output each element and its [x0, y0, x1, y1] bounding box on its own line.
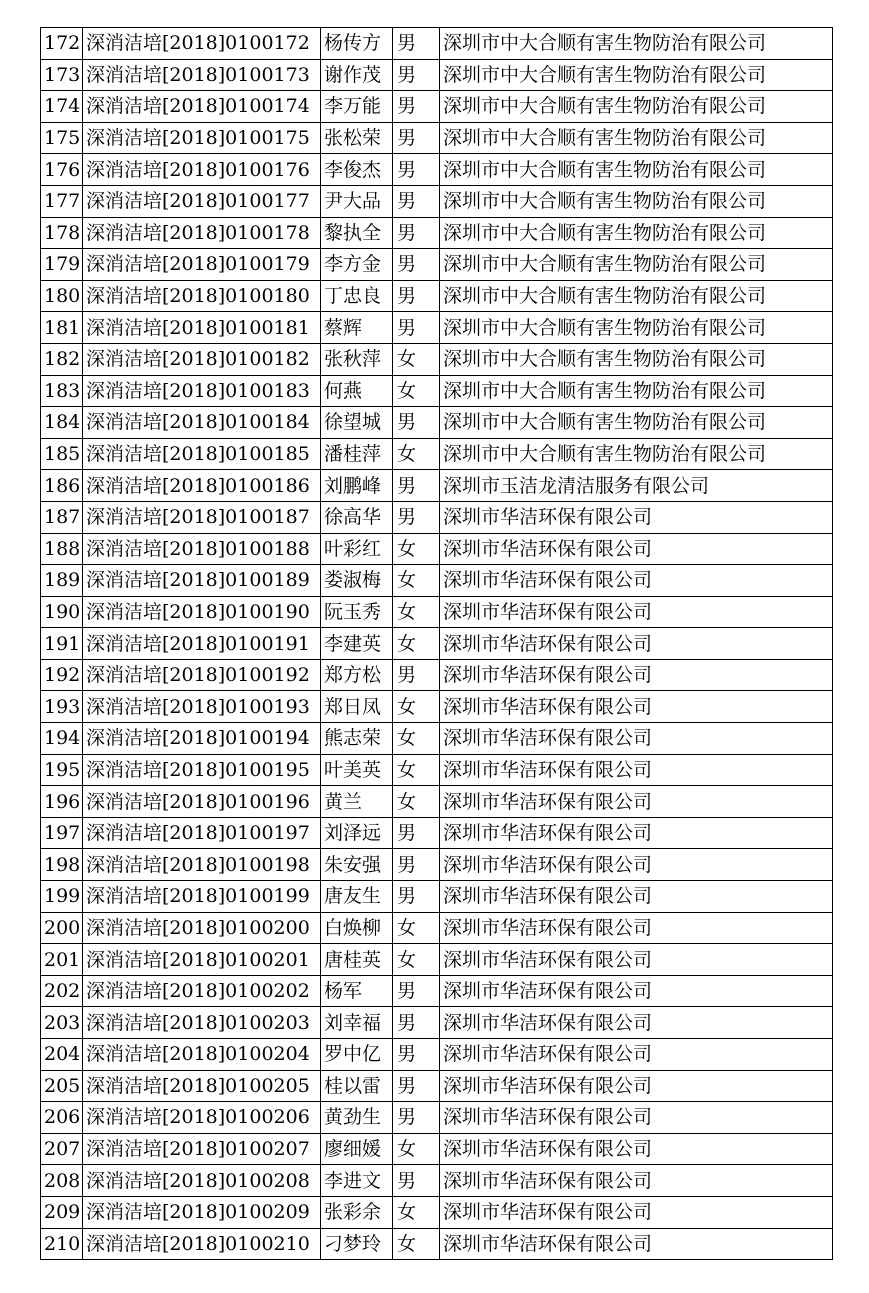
row-number-cell: 181: [41, 312, 83, 344]
company-name-cell: 深圳市玉洁龙清洁服务有限公司: [440, 470, 833, 502]
company-name-cell: 深圳市中大合顺有害生物防治有限公司: [440, 28, 833, 60]
company-name-cell: 深圳市中大合顺有害生物防治有限公司: [440, 185, 833, 217]
gender-cell: 男: [393, 185, 440, 217]
gender-cell: 男: [393, 59, 440, 91]
person-name-cell: 张秋萍: [321, 343, 393, 375]
table-row: [41, 691, 833, 723]
person-name-cell: 李进文: [321, 1165, 393, 1197]
table-row: [41, 754, 833, 786]
person-name-cell: 唐友生: [321, 881, 393, 913]
table-row: [41, 501, 833, 533]
company-name-cell: 深圳市华洁环保有限公司: [440, 1228, 833, 1260]
gender-cell: 女: [393, 375, 440, 407]
row-number-cell: 177: [41, 185, 83, 217]
gender-cell: 男: [393, 280, 440, 312]
certificate-table: [40, 27, 833, 1260]
person-name-cell: 朱安强: [321, 849, 393, 881]
certificate-number-cell: 深消洁培[2018]0100208: [83, 1165, 321, 1197]
company-name-cell: 深圳市中大合顺有害生物防治有限公司: [440, 280, 833, 312]
row-number-cell: 199: [41, 881, 83, 913]
row-number-cell: 194: [41, 723, 83, 755]
company-name-cell: 深圳市华洁环保有限公司: [440, 912, 833, 944]
gender-cell: 女: [393, 533, 440, 565]
table-row: [41, 565, 833, 597]
row-number-cell: 180: [41, 280, 83, 312]
gender-cell: 女: [393, 343, 440, 375]
certificate-number-cell: 深消洁培[2018]0100198: [83, 849, 321, 881]
person-name-cell: 杨传方: [321, 28, 393, 60]
person-name-cell: 李万能: [321, 91, 393, 123]
company-name-cell: 深圳市中大合顺有害生物防治有限公司: [440, 122, 833, 154]
gender-cell: 女: [393, 565, 440, 597]
person-name-cell: 蔡辉: [321, 312, 393, 344]
certificate-number-cell: 深消洁培[2018]0100186: [83, 470, 321, 502]
table-row: [41, 912, 833, 944]
company-name-cell: 深圳市中大合顺有害生物防治有限公司: [440, 407, 833, 439]
person-name-cell: 李俊杰: [321, 154, 393, 186]
table-row: [41, 786, 833, 818]
person-name-cell: 刘鹏峰: [321, 470, 393, 502]
person-name-cell: 谢作茂: [321, 59, 393, 91]
person-name-cell: 黎执全: [321, 217, 393, 249]
gender-cell: 男: [393, 817, 440, 849]
company-name-cell: 深圳市中大合顺有害生物防治有限公司: [440, 312, 833, 344]
row-number-cell: 202: [41, 975, 83, 1007]
company-name-cell: 深圳市华洁环保有限公司: [440, 659, 833, 691]
company-name-cell: 深圳市华洁环保有限公司: [440, 944, 833, 976]
company-name-cell: 深圳市华洁环保有限公司: [440, 881, 833, 913]
row-number-cell: 186: [41, 470, 83, 502]
row-number-cell: 175: [41, 122, 83, 154]
gender-cell: 男: [393, 312, 440, 344]
gender-cell: 女: [393, 786, 440, 818]
certificate-number-cell: 深消洁培[2018]0100182: [83, 343, 321, 375]
table-row: [41, 249, 833, 281]
table-row: [41, 723, 833, 755]
row-number-cell: 201: [41, 944, 83, 976]
row-number-cell: 193: [41, 691, 83, 723]
gender-cell: 男: [393, 501, 440, 533]
person-name-cell: 潘桂萍: [321, 438, 393, 470]
row-number-cell: 208: [41, 1165, 83, 1197]
gender-cell: 女: [393, 628, 440, 660]
certificate-number-cell: 深消洁培[2018]0100190: [83, 596, 321, 628]
table-row: [41, 122, 833, 154]
certificate-number-cell: 深消洁培[2018]0100185: [83, 438, 321, 470]
person-name-cell: 熊志荣: [321, 723, 393, 755]
person-name-cell: 刘幸福: [321, 1007, 393, 1039]
table-row: [41, 407, 833, 439]
certificate-number-cell: 深消洁培[2018]0100187: [83, 501, 321, 533]
row-number-cell: 188: [41, 533, 83, 565]
gender-cell: 男: [393, 1007, 440, 1039]
company-name-cell: 深圳市中大合顺有害生物防治有限公司: [440, 375, 833, 407]
certificate-number-cell: 深消洁培[2018]0100179: [83, 249, 321, 281]
person-name-cell: 白焕柳: [321, 912, 393, 944]
person-name-cell: 何燕: [321, 375, 393, 407]
company-name-cell: 深圳市中大合顺有害生物防治有限公司: [440, 91, 833, 123]
company-name-cell: 深圳市华洁环保有限公司: [440, 849, 833, 881]
table-row: [41, 659, 833, 691]
table-row: [41, 59, 833, 91]
gender-cell: 男: [393, 659, 440, 691]
table-row: [41, 1133, 833, 1165]
row-number-cell: 176: [41, 154, 83, 186]
gender-cell: 女: [393, 596, 440, 628]
table-row: [41, 944, 833, 976]
person-name-cell: 张松荣: [321, 122, 393, 154]
row-number-cell: 187: [41, 501, 83, 533]
table-row: [41, 1070, 833, 1102]
person-name-cell: 桂以雷: [321, 1070, 393, 1102]
certificate-number-cell: 深消洁培[2018]0100176: [83, 154, 321, 186]
gender-cell: 男: [393, 881, 440, 913]
certificate-number-cell: 深消洁培[2018]0100210: [83, 1228, 321, 1260]
certificate-number-cell: 深消洁培[2018]0100195: [83, 754, 321, 786]
row-number-cell: 206: [41, 1102, 83, 1134]
row-number-cell: 209: [41, 1196, 83, 1228]
person-name-cell: 黄劲生: [321, 1102, 393, 1134]
table-row: [41, 596, 833, 628]
certificate-number-cell: 深消洁培[2018]0100180: [83, 280, 321, 312]
gender-cell: 男: [393, 1102, 440, 1134]
company-name-cell: 深圳市中大合顺有害生物防治有限公司: [440, 217, 833, 249]
row-number-cell: 182: [41, 343, 83, 375]
company-name-cell: 深圳市华洁环保有限公司: [440, 1039, 833, 1071]
person-name-cell: 郑方松: [321, 659, 393, 691]
row-number-cell: 179: [41, 249, 83, 281]
person-name-cell: 叶彩红: [321, 533, 393, 565]
table-row: [41, 533, 833, 565]
person-name-cell: 郑日凤: [321, 691, 393, 723]
certificate-number-cell: 深消洁培[2018]0100192: [83, 659, 321, 691]
person-name-cell: 黄兰: [321, 786, 393, 818]
table-row: [41, 375, 833, 407]
table-row: [41, 1228, 833, 1260]
certificate-number-cell: 深消洁培[2018]0100181: [83, 312, 321, 344]
certificate-number-cell: 深消洁培[2018]0100200: [83, 912, 321, 944]
gender-cell: 男: [393, 28, 440, 60]
gender-cell: 女: [393, 438, 440, 470]
company-name-cell: 深圳市华洁环保有限公司: [440, 1133, 833, 1165]
gender-cell: 男: [393, 849, 440, 881]
person-name-cell: 唐桂英: [321, 944, 393, 976]
row-number-cell: 192: [41, 659, 83, 691]
person-name-cell: 尹大品: [321, 185, 393, 217]
certificate-number-cell: 深消洁培[2018]0100175: [83, 122, 321, 154]
gender-cell: 男: [393, 122, 440, 154]
company-name-cell: 深圳市华洁环保有限公司: [440, 975, 833, 1007]
table-row: [41, 438, 833, 470]
person-name-cell: 杨军: [321, 975, 393, 1007]
person-name-cell: 丁忠良: [321, 280, 393, 312]
row-number-cell: 203: [41, 1007, 83, 1039]
row-number-cell: 200: [41, 912, 83, 944]
row-number-cell: 207: [41, 1133, 83, 1165]
company-name-cell: 深圳市华洁环保有限公司: [440, 1070, 833, 1102]
company-name-cell: 深圳市华洁环保有限公司: [440, 501, 833, 533]
certificate-number-cell: 深消洁培[2018]0100178: [83, 217, 321, 249]
row-number-cell: 196: [41, 786, 83, 818]
certificate-number-cell: 深消洁培[2018]0100205: [83, 1070, 321, 1102]
company-name-cell: 深圳市华洁环保有限公司: [440, 786, 833, 818]
table-body: [41, 28, 833, 1260]
row-number-cell: 190: [41, 596, 83, 628]
table-row: [41, 343, 833, 375]
company-name-cell: 深圳市华洁环保有限公司: [440, 754, 833, 786]
certificate-number-cell: 深消洁培[2018]0100174: [83, 91, 321, 123]
row-number-cell: 210: [41, 1228, 83, 1260]
certificate-number-cell: 深消洁培[2018]0100196: [83, 786, 321, 818]
table-row: [41, 91, 833, 123]
row-number-cell: 198: [41, 849, 83, 881]
person-name-cell: 娄淑梅: [321, 565, 393, 597]
certificate-number-cell: 深消洁培[2018]0100207: [83, 1133, 321, 1165]
company-name-cell: 深圳市华洁环保有限公司: [440, 533, 833, 565]
table-row: [41, 1165, 833, 1197]
row-number-cell: 204: [41, 1039, 83, 1071]
row-number-cell: 173: [41, 59, 83, 91]
gender-cell: 女: [393, 723, 440, 755]
person-name-cell: 刁梦玲: [321, 1228, 393, 1260]
certificate-number-cell: 深消洁培[2018]0100199: [83, 881, 321, 913]
gender-cell: 男: [393, 1165, 440, 1197]
company-name-cell: 深圳市中大合顺有害生物防治有限公司: [440, 438, 833, 470]
certificate-number-cell: 深消洁培[2018]0100183: [83, 375, 321, 407]
company-name-cell: 深圳市华洁环保有限公司: [440, 628, 833, 660]
certificate-number-cell: 深消洁培[2018]0100193: [83, 691, 321, 723]
table-row: [41, 470, 833, 502]
table-row: [41, 849, 833, 881]
certificate-number-cell: 深消洁培[2018]0100172: [83, 28, 321, 60]
row-number-cell: 184: [41, 407, 83, 439]
person-name-cell: 李建英: [321, 628, 393, 660]
certificate-number-cell: 深消洁培[2018]0100184: [83, 407, 321, 439]
table-row: [41, 154, 833, 186]
row-number-cell: 172: [41, 28, 83, 60]
certificate-number-cell: 深消洁培[2018]0100203: [83, 1007, 321, 1039]
certificate-number-cell: 深消洁培[2018]0100173: [83, 59, 321, 91]
company-name-cell: 深圳市华洁环保有限公司: [440, 1102, 833, 1134]
gender-cell: 男: [393, 217, 440, 249]
table-row: [41, 817, 833, 849]
gender-cell: 男: [393, 470, 440, 502]
table-row: [41, 975, 833, 1007]
gender-cell: 女: [393, 691, 440, 723]
company-name-cell: 深圳市中大合顺有害生物防治有限公司: [440, 154, 833, 186]
person-name-cell: 李方金: [321, 249, 393, 281]
person-name-cell: 罗中亿: [321, 1039, 393, 1071]
gender-cell: 男: [393, 407, 440, 439]
gender-cell: 男: [393, 154, 440, 186]
gender-cell: 女: [393, 754, 440, 786]
table-row: [41, 881, 833, 913]
gender-cell: 女: [393, 944, 440, 976]
row-number-cell: 174: [41, 91, 83, 123]
gender-cell: 男: [393, 249, 440, 281]
certificate-number-cell: 深消洁培[2018]0100189: [83, 565, 321, 597]
person-name-cell: 徐高华: [321, 501, 393, 533]
certificate-number-cell: 深消洁培[2018]0100204: [83, 1039, 321, 1071]
company-name-cell: 深圳市华洁环保有限公司: [440, 691, 833, 723]
certificate-number-cell: 深消洁培[2018]0100191: [83, 628, 321, 660]
person-name-cell: 廖细媛: [321, 1133, 393, 1165]
person-name-cell: 阮玉秀: [321, 596, 393, 628]
row-number-cell: 197: [41, 817, 83, 849]
table-row: [41, 185, 833, 217]
certificate-number-cell: 深消洁培[2018]0100206: [83, 1102, 321, 1134]
person-name-cell: 叶美英: [321, 754, 393, 786]
table-row: [41, 217, 833, 249]
person-name-cell: 刘泽远: [321, 817, 393, 849]
company-name-cell: 深圳市中大合顺有害生物防治有限公司: [440, 59, 833, 91]
row-number-cell: 191: [41, 628, 83, 660]
certificate-number-cell: 深消洁培[2018]0100197: [83, 817, 321, 849]
row-number-cell: 183: [41, 375, 83, 407]
certificate-number-cell: 深消洁培[2018]0100177: [83, 185, 321, 217]
company-name-cell: 深圳市中大合顺有害生物防治有限公司: [440, 249, 833, 281]
row-number-cell: 205: [41, 1070, 83, 1102]
person-name-cell: 张彩余: [321, 1196, 393, 1228]
gender-cell: 男: [393, 91, 440, 123]
table-row: [41, 1039, 833, 1071]
table-row: [41, 1102, 833, 1134]
company-name-cell: 深圳市华洁环保有限公司: [440, 1007, 833, 1039]
certificate-number-cell: 深消洁培[2018]0100194: [83, 723, 321, 755]
company-name-cell: 深圳市华洁环保有限公司: [440, 565, 833, 597]
company-name-cell: 深圳市华洁环保有限公司: [440, 1196, 833, 1228]
table-row: [41, 280, 833, 312]
row-number-cell: 195: [41, 754, 83, 786]
row-number-cell: 185: [41, 438, 83, 470]
company-name-cell: 深圳市华洁环保有限公司: [440, 723, 833, 755]
gender-cell: 男: [393, 975, 440, 1007]
person-name-cell: 徐望城: [321, 407, 393, 439]
gender-cell: 女: [393, 1196, 440, 1228]
gender-cell: 女: [393, 1228, 440, 1260]
table-row: [41, 1196, 833, 1228]
table-row: [41, 312, 833, 344]
table-row: [41, 28, 833, 60]
gender-cell: 女: [393, 1133, 440, 1165]
table-row: [41, 1007, 833, 1039]
certificate-number-cell: 深消洁培[2018]0100201: [83, 944, 321, 976]
company-name-cell: 深圳市中大合顺有害生物防治有限公司: [440, 343, 833, 375]
company-name-cell: 深圳市华洁环保有限公司: [440, 817, 833, 849]
row-number-cell: 189: [41, 565, 83, 597]
company-name-cell: 深圳市华洁环保有限公司: [440, 596, 833, 628]
company-name-cell: 深圳市华洁环保有限公司: [440, 1165, 833, 1197]
table-row: [41, 628, 833, 660]
certificate-number-cell: 深消洁培[2018]0100202: [83, 975, 321, 1007]
gender-cell: 男: [393, 1070, 440, 1102]
certificate-number-cell: 深消洁培[2018]0100188: [83, 533, 321, 565]
certificate-number-cell: 深消洁培[2018]0100209: [83, 1196, 321, 1228]
gender-cell: 女: [393, 912, 440, 944]
gender-cell: 男: [393, 1039, 440, 1071]
row-number-cell: 178: [41, 217, 83, 249]
